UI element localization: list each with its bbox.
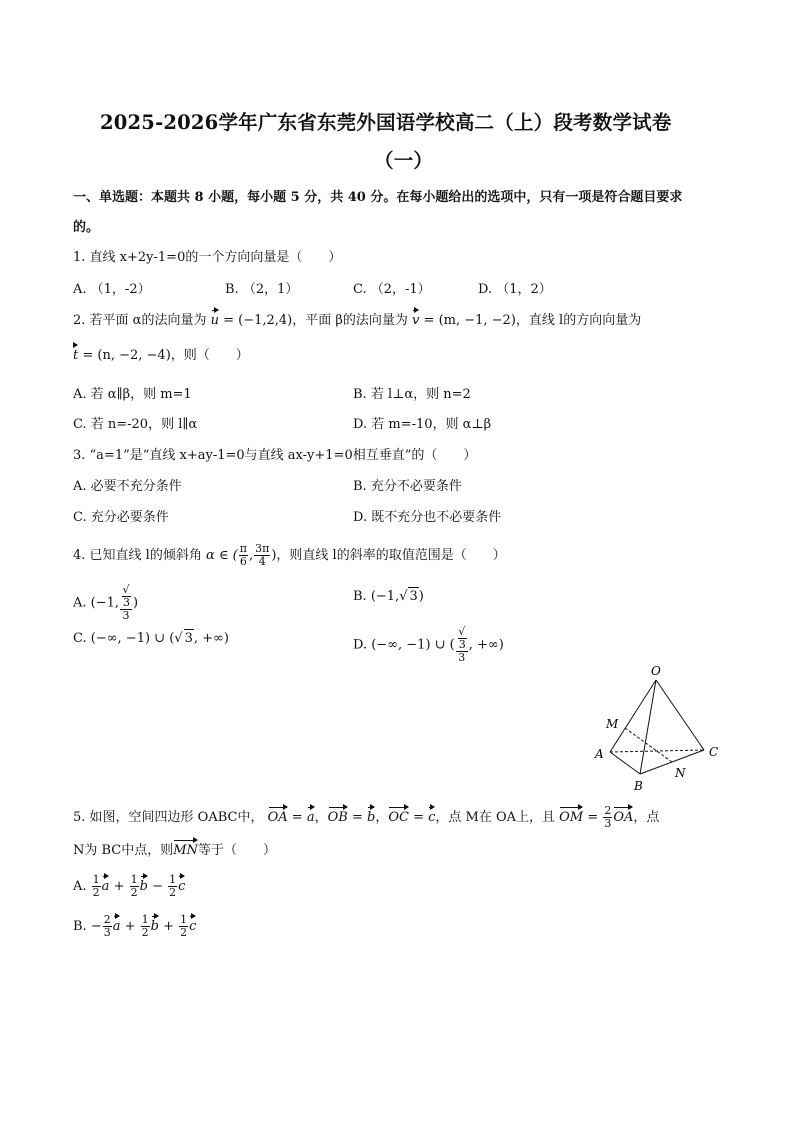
edge-OB xyxy=(640,680,656,774)
section-header-line2: 的。 xyxy=(73,220,100,235)
label-N: N xyxy=(675,766,686,780)
tetrahedron-figure xyxy=(590,660,730,795)
label-O: O xyxy=(651,664,661,678)
q1-option-c: C. （2，-1） xyxy=(353,282,431,297)
q4-option-c: C. (−∞, −1) ∪ (√ 3, +∞) xyxy=(73,631,229,646)
q4-option-a: A. (−1, √ 3 3 ) xyxy=(73,583,139,622)
q1-option-d: D. （1，2） xyxy=(478,282,552,297)
q2-option-b: B. 若 l⊥α，则 n=2 xyxy=(353,387,471,402)
q2-option-a: A. 若 α∥β，则 m=1 xyxy=(73,387,192,402)
q2-option-c: C. 若 n=-20，则 l∥α xyxy=(73,417,198,432)
q4-stem: 4. 已知直线 l的倾斜角 α ∈ ( $\frac{\pi}{6}$ , $\frac{3\pi}{4}$ )，则直线 l的斜率的取值范围是（ ） xyxy=(73,542,506,568)
edge-OC xyxy=(656,680,704,750)
q2-stem-line1: 2. 若平面 α的法向量为 u = (−1,2,4)，平面 β的法向量为 v = (m, −1, −2)，直线 l的方向向量为 xyxy=(73,313,642,328)
q3-option-a: A. 必要不充分条件 xyxy=(73,479,182,494)
q3-option-c: C. 充分必要条件 xyxy=(73,510,169,525)
q5-stem-line1: 5. 如图，空间四边形 OABC中， OA = a，OB = b，OC = c，点 M在 OA上，且 OM = $\frac{2}{3}$ OA，点 xyxy=(73,804,660,830)
label-B: B xyxy=(634,779,643,793)
q5-option-a: A. $\frac{1}{2}$ a + $\frac{1}{2}$ b − $\frac{1}{2}$ c xyxy=(73,873,186,899)
q5-stem-line2: N为 BC中点，则MN等于（ ） xyxy=(73,843,276,858)
page-title: 2025-2026学年广东省东莞外国语学校高二（上）段考数学试卷 xyxy=(100,111,672,134)
label-C: C xyxy=(709,745,719,759)
section-header-line1: 一、单选题：本题共 8 小题，每小题 5 分，共 40 分。在每小题给出的选项中，只有一项是符合题目要求 xyxy=(73,190,683,205)
q2-stem-line2: t = (n, −2, −4)，则（ ） xyxy=(73,348,249,363)
q3-option-d: D. 既不充分也不必要条件 xyxy=(353,510,502,525)
q1-stem: 1. 直线 x+2y-1=0的一个方向向量是（ ） xyxy=(73,250,342,265)
q3-stem: 3. “a=1”是“直线 x+ay-1=0与直线 ax-y+1=0相互垂直”的（ ） xyxy=(73,448,477,463)
edge-AB xyxy=(610,752,640,774)
q1-option-b: B. （2，1） xyxy=(225,282,299,297)
q3-option-b: B. 充分不必要条件 xyxy=(353,479,462,494)
edge-OA xyxy=(610,680,656,752)
q4-option-d: D. (−∞, −1) ∪ ( √ 3 3 , +∞) xyxy=(353,625,504,664)
vector-v: v xyxy=(412,313,420,328)
segment-MN xyxy=(625,728,672,762)
q1-option-a: A. （1，-2） xyxy=(73,282,151,297)
q5-option-b: B. − $\frac{2}{3}$ a + $\frac{1}{2}$ b + $\frac{1}{2}$ c xyxy=(73,913,197,939)
q4-option-b: B. (−1,√ 3) xyxy=(353,589,424,604)
vector-t: t xyxy=(73,348,79,363)
edge-AC-hidden xyxy=(610,750,704,752)
label-M: M xyxy=(606,717,619,731)
vector-u: u xyxy=(210,313,219,328)
q2-option-d: D. 若 m=-10，则 α⊥β xyxy=(353,417,492,432)
label-A: A xyxy=(595,747,604,761)
page-subtitle: （一） xyxy=(374,149,434,172)
